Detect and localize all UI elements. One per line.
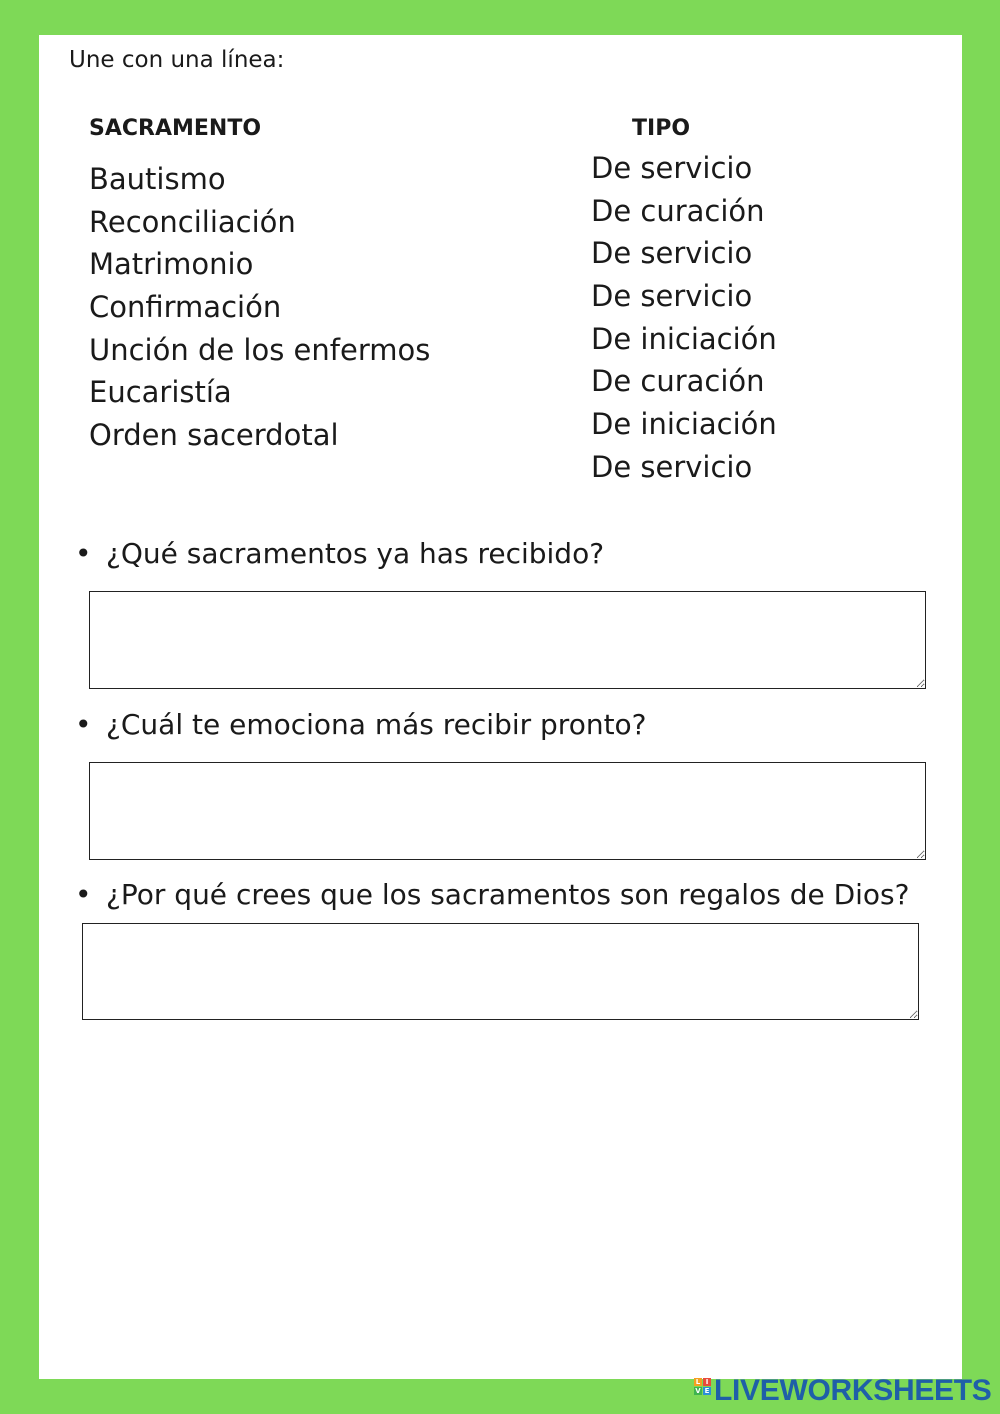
liveworksheets-logo[interactable] bbox=[694, 1374, 992, 1408]
bullet-icon: • bbox=[75, 708, 92, 741]
sacramento-item[interactable]: Bautismo bbox=[89, 162, 226, 196]
bullet-icon: • bbox=[75, 878, 92, 911]
logo-letter: I bbox=[703, 1378, 711, 1386]
tipo-item[interactable]: De curación bbox=[591, 193, 765, 228]
tipo-item[interactable]: De servicio bbox=[591, 236, 753, 271]
logo-letter: E bbox=[704, 1387, 710, 1395]
sacramento-item[interactable]: Eucaristía bbox=[89, 375, 232, 410]
question-3 bbox=[75, 878, 910, 911]
sacramento-item[interactable]: Orden sacerdotal bbox=[89, 418, 339, 453]
question-2-text: ¿Cuál te emociona más recibir pronto? bbox=[106, 708, 647, 741]
sacramento-item[interactable]: Matrimonio bbox=[89, 247, 254, 282]
question-3-text: ¿Por qué crees que los sacramentos son regalos de Dios? bbox=[106, 878, 910, 911]
question-1-text: ¿Qué sacramentos ya has recibido? bbox=[106, 537, 605, 570]
logo-letter: V bbox=[695, 1387, 701, 1395]
logo-letter: L bbox=[695, 1378, 701, 1386]
tipo-item[interactable]: De servicio bbox=[591, 449, 753, 484]
sacramento-list bbox=[89, 158, 430, 457]
answer-2-input[interactable] bbox=[89, 762, 926, 860]
logo-mark-icon bbox=[694, 1378, 711, 1404]
tipo-item[interactable]: De iniciación bbox=[591, 321, 777, 356]
sacramento-item[interactable]: Reconciliación bbox=[89, 204, 296, 239]
instruction-text: Une con una línea: bbox=[69, 47, 285, 73]
answer-1-input[interactable] bbox=[89, 591, 926, 689]
sacramento-column-header: SACRAMENTO bbox=[89, 116, 262, 141]
sacramento-item[interactable]: Unción de los enfermos bbox=[89, 332, 431, 367]
tipo-item[interactable]: De servicio bbox=[591, 279, 753, 314]
tipo-list bbox=[591, 147, 777, 489]
sacramento-item[interactable]: Confirmación bbox=[89, 290, 282, 325]
tipo-item[interactable]: De curación bbox=[591, 364, 765, 399]
logo-text: LIVEWORKSHEETS bbox=[714, 1374, 992, 1407]
question-1 bbox=[75, 537, 604, 570]
tipo-item[interactable]: De servicio bbox=[591, 151, 753, 185]
question-2 bbox=[75, 708, 647, 741]
bullet-icon: • bbox=[75, 537, 92, 570]
tipo-item[interactable]: De iniciación bbox=[591, 407, 777, 442]
tipo-column-header: TIPO bbox=[632, 116, 691, 141]
answer-3-input[interactable] bbox=[82, 923, 919, 1020]
